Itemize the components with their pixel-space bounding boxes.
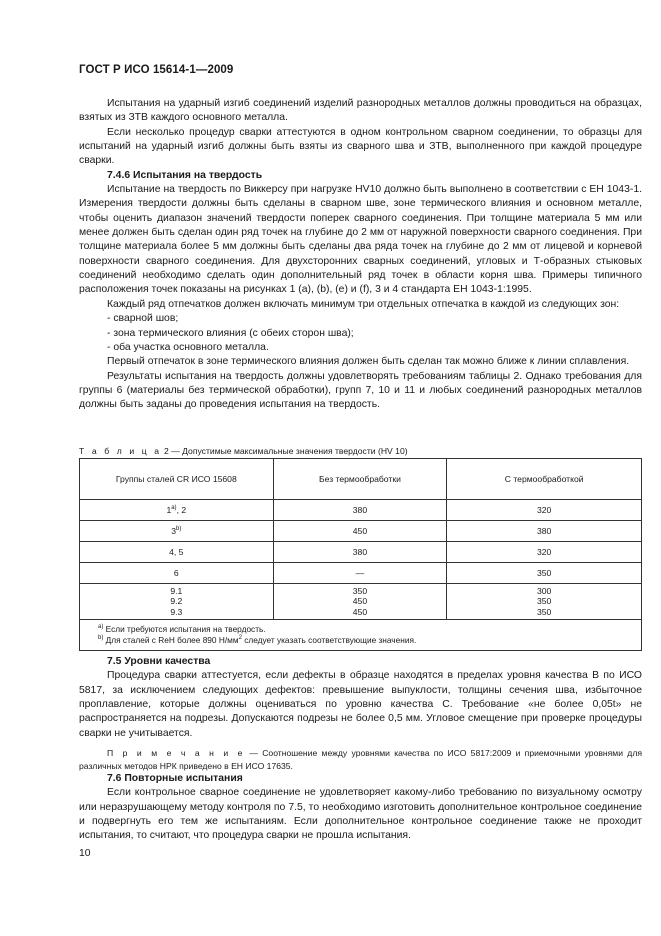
table-row <box>80 563 642 584</box>
table-footnotes <box>80 620 642 651</box>
value-without-heat-treatment: 380 <box>273 500 447 521</box>
value-with-heat-treatment: 300 350 350 <box>447 584 642 620</box>
section-7-5-heading: 7.5 Уровни качества <box>107 656 211 667</box>
section-7-5-note: П р и м е ч а н и е — Соотношение между уровнями качества по ИСО 5817:2009 и приемочными уровнями для различных методов НРК приведено в ЕН ИСО 17635. <box>79 748 642 771</box>
table-row <box>80 542 642 563</box>
section-7-5-paragraph: Процедура сварки аттестуется, если дефекты в образце находятся в пределах уровня качества В по ИСО 5817, за исключением следующих дефектов: превышение выпуклости, толщины сечения шва, избыточное проплавление, которые должны оцениваться по уровню качества С. Требование «не более 0,05t» не распространяется на подрезы. Допускаются подрезы не более 0,5 мм. Угловое смещение при проверке процедуры сварки не учитывается. <box>79 670 642 739</box>
table-caption-text: 2 — Допустимые максимальные значения твердости (HV 10) <box>163 446 408 456</box>
footnote-a: $^{a)}$ Если требуются испытания на твердость. <box>98 623 266 634</box>
section-7-4-6-paragraph-3: Первый отпечаток в зоне термического влияния должен быть сделан так можно ближе к линии сплавления. <box>107 356 630 368</box>
table-row <box>80 521 642 542</box>
value-with-heat-treatment: 350 <box>447 563 642 584</box>
section-7-6-paragraph: Если контрольное сварное соединение не удовлетворяет какому-либо требованию по визуальному осмотру или неразрушающему методу контроля по 7.5, то необходимо изготовить дополнительное контрольное соединение и подвергнуть его тем же испытаниям. Если дополнительное контрольное соединение также не проходит испытания, то считают, что процедура сварки не прошла испытания. <box>79 787 642 842</box>
footnote-b: $^{b)}$ Для сталей с ReH более 890 $Н/мм^2$ следует указать соответствующие значения. <box>98 635 417 645</box>
section-7-6 <box>79 772 642 844</box>
steel-group-cell: 1$^{a)}$, 2 <box>80 500 274 521</box>
value-without-heat-treatment: — <box>273 563 447 584</box>
value-without-heat-treatment: 450 <box>273 521 447 542</box>
footnote-ref: a) <box>171 505 177 512</box>
value-without-heat-treatment: 350 450 450 <box>273 584 447 620</box>
section-7-5 <box>79 655 642 772</box>
section-7-4-6-paragraph-1: Испытание на твердость по Виккерсу при нагрузке HV10 должно быть выполнено в соответствии с ЕН 1043-1. Измерения твердости должны быть сделаны в сварном шве, зоне термического влияния и основном металле, чтобы оценить диапазон значений твердости поперек сварного соединения. При толщине материала 5 мм или менее должен быть сделан один ряд точек на глубине до 2 мм от наружной поверхности сварного соединения. При толщине материала более 5 мм должны быть сделаны два ряда точек на глубине до 2 мм от лицевой и корневой поверхности сварного соединения. Для двухсторонних сварных соединений, угловых и Т-образных стыковых соединений необходимо сделать один дополнительный ряд точек в области корня шва. Примеры типичного расположения точек показаны на рисунках 1 (а), (b), (е) и (f), 3 и 4 стандарта ЕН 1043-1:1995. <box>79 184 642 296</box>
list-item: - зона термического влияния (с обеих сторон шва); <box>107 327 354 339</box>
value-without-heat-treatment: 380 <box>273 542 447 563</box>
column-header-with-heat-treatment: С термообработкой <box>447 459 642 500</box>
table-caption <box>79 446 408 456</box>
document-header: ГОСТ Р ИСО 15614-1—2009 <box>79 64 234 76</box>
value-with-heat-treatment: 380 <box>447 521 642 542</box>
intro-paragraph-2: Если несколько процедур сварки аттестуются в одном контрольном сварном соединении, то образцы для испытаний на ударный изгиб должны быть взяты из сварного шва и ЗТВ, выполненного при каждой процедуре сварки. <box>79 126 642 167</box>
table-caption-label: Т а б л и ц а <box>79 446 162 456</box>
intro-section <box>79 97 642 413</box>
page-number: 10 <box>79 848 91 859</box>
section-7-4-6-heading: 7.4.6 Испытания на твердость <box>107 169 263 181</box>
table-row <box>80 500 642 521</box>
value-with-heat-treatment: 320 <box>447 500 642 521</box>
footnote-ref: b) <box>176 526 182 533</box>
column-header-steel-group: Группы сталей CR ИСО 15608 <box>80 459 274 500</box>
section-7-4-6-paragraph-2: Каждый ряд отпечатков должен включать минимум три отдельных отпечатка в каждой из следующих зон: <box>107 298 620 310</box>
list-item: - сварной шов; <box>107 313 179 325</box>
hardness-table <box>79 458 642 651</box>
table-footnotes-row <box>80 620 642 651</box>
section-7-4-6-paragraph-4: Результаты испытания на твердость должны удовлетворять требованиям таблицы 2. Однако требования для группы 6 (материалы без термической обработки), групп 7, 10 и 11 и любых соединений разнородных металлов должны быть заданы до проведения испытания на твердость. <box>79 370 642 411</box>
steel-group-cell: 9.1 9.2 9.3 <box>80 584 274 620</box>
steel-group-cell: 3$^{b)}$ <box>80 521 274 542</box>
table-header-row <box>80 459 642 500</box>
section-7-6-heading: 7.6 Повторные испытания <box>107 773 243 784</box>
steel-group-cell: 6 <box>80 563 274 584</box>
list-item: - оба участка основного металла. <box>107 341 269 353</box>
steel-group-cell: 4, 5 <box>80 542 274 563</box>
column-header-without-heat-treatment: Без термообработки <box>273 459 447 500</box>
value-with-heat-treatment: 320 <box>447 542 642 563</box>
table-row <box>80 584 642 620</box>
intro-paragraph-1: Испытания на ударный изгиб соединений изделий разнородных металлов должны проводиться на образцах, взятых из ЗТВ каждого основного металла. <box>79 98 642 124</box>
